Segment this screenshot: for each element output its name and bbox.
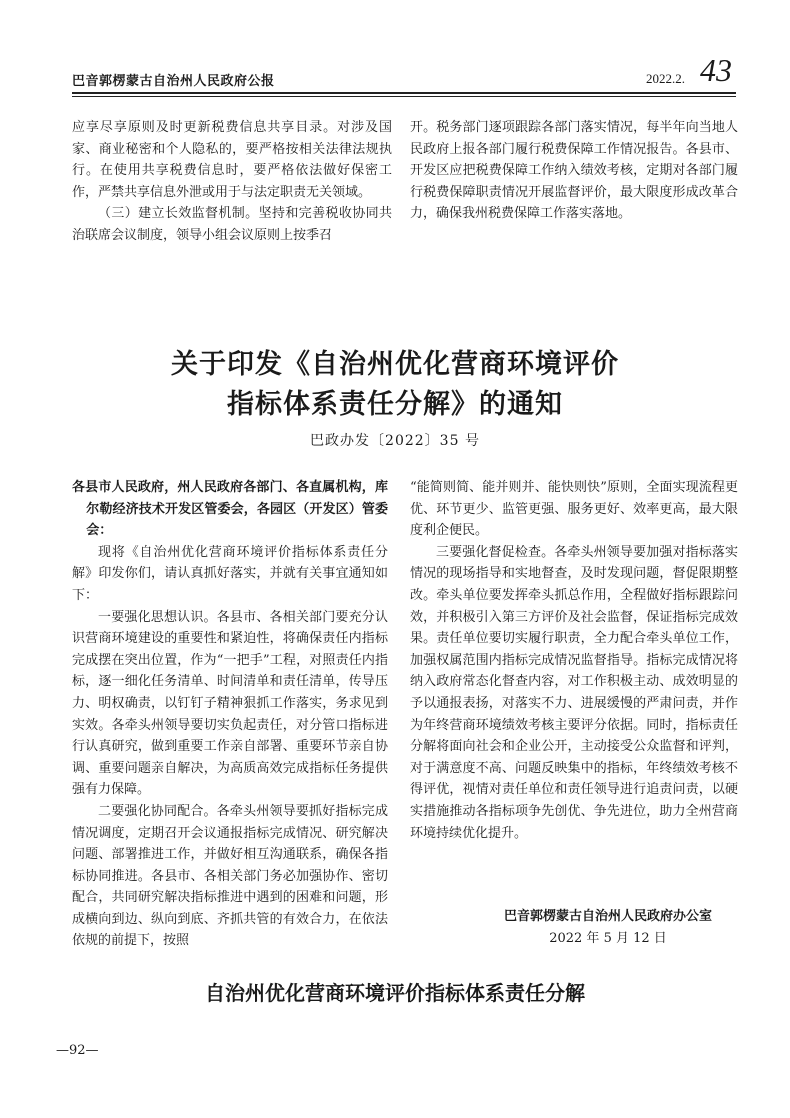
paragraph: （三）建立长效监督机制。坚持和完善税收协同共治联席会议制度，领导小组会议原则上按季召 <box>72 206 392 243</box>
signature-date: 2022 年 5 月 12 日 <box>549 931 667 946</box>
paragraph: 二要强化协同配合。各牵头州领导要抓好指标完成情况调度，定期召开会议通报指标完成情况、研究解决问题、部署推进工作，并做好相互沟通联系，确保各指标协同推进。各县市、各相关部门务必加强协作、密切配合，共同研究解决指标推进中遇到的困难和问题，形成横向到边、纵向到底、齐抓共管的有效合力，在依法依规的前提下，按照 <box>72 803 388 949</box>
addressee: 各县市人民政府，州人民政府各部门、各直属机构，库尔勒经济技术开发区管委会，各园区（开发区）管委会： <box>72 480 388 539</box>
journal-name: 巴音郭楞蒙古自治州人民政府公报 <box>72 74 275 89</box>
notice-left-column <box>72 477 388 952</box>
signature-organization: 巴音郭楞蒙古自治州人民政府办公室 <box>503 909 712 924</box>
attachment-title: 自治州优化营商环境评价指标体系责任分解 <box>205 981 585 1005</box>
header-rule-thin <box>72 96 736 97</box>
notice-right-column <box>410 477 738 844</box>
header-page-number: 43 <box>700 52 732 88</box>
footer-page-number: —92— <box>56 1043 99 1058</box>
notice-title-line-1: 关于印发《自治州优化营商环境评价 <box>171 349 619 380</box>
notice-title-line-2: 指标体系责任分解》的通知 <box>227 389 563 420</box>
previous-article-right-column <box>410 117 738 225</box>
previous-article-left-column <box>72 117 392 247</box>
document-number: 巴政办发〔2022〕35 号 <box>310 433 480 449</box>
paragraph: 开。税务部门逐项跟踪各部门落实情况，每半年向当地人民政府上报各部门履行税费保障工作情况报告。各县市、开发区应把税费保障工作纳入绩效考核，定期对各部门履行税费保障职责情况开展监督评价，最大限度形成改革合力，确保我州税费保障工作落实落地。 <box>410 120 738 222</box>
paragraph: 一要强化思想认识。各县市、各相关部门要充分认识营商环境建设的重要性和紧迫性，将确保责任内指标完成摆在突出位置，作为“一把手”工程，对照责任内指标，逐一细化任务清单、时间清单和责任清单，传导压力、明权确责，以钉钉子精神狠抓工作落实，务求见到实效。各牵头州领导要切实负起责任，对分管口指标进行认真研究，做到重要工作亲自部署、重要环节亲自协调、重要问题亲自解决，为高质高效完成指标任务提供强有力保障。 <box>72 609 388 798</box>
issue-date: 2022.2. <box>646 71 685 86</box>
paragraph: 应享尽享原则及时更新税费信息共享目录。对涉及国家、商业秘密和个人隐私的，要严格按相关法律法规执行。在使用共享税费信息时，要严格依法做好保密工作，严禁共享信息外泄或用于与法定职责无关领域。 <box>72 120 392 200</box>
header-rule <box>72 92 736 94</box>
paragraph: 现将《自治州优化营商环境评价指标体系责任分解》印发你们，请认真抓好落实，并就有关事宜通知如下： <box>72 544 388 603</box>
paragraph: “能简则简、能并则并、能快则快”原则，全面实现流程更优、环节更少、监管更强、服务更好、效率更高，最大限度利企便民。 <box>410 480 738 539</box>
paragraph: 三要强化督促检查。各牵头州领导要加强对指标落实情况的现场指导和实地督查，及时发现问题，督促限期整改。牵头单位要发挥牵头抓总作用，全程做好指标跟踪问效，并积极引入第三方评价及社会监督，保证指标完成效果。责任单位要切实履行职责，全力配合牵头单位工作，加强权属范围内指标完成情况监督指导。指标完成情况将纳入政府常态化督查内容，对工作积极主动、成效明显的予以通报表扬，对落实不力、进展缓慢的严肃问责，并作为年终营商环境绩效考核主要评分依据。同时，指标责任分解将面向社会和企业公开，主动接受公众监督和评判，对于满意度不高、问题反映集中的指标，年终绩效考核不得评优，视情对责任单位和责任领导进行追责问责，以硬实措施推动各指标项争先创优、争先进位，助力全州营商环境持续优化提升。 <box>410 544 738 841</box>
